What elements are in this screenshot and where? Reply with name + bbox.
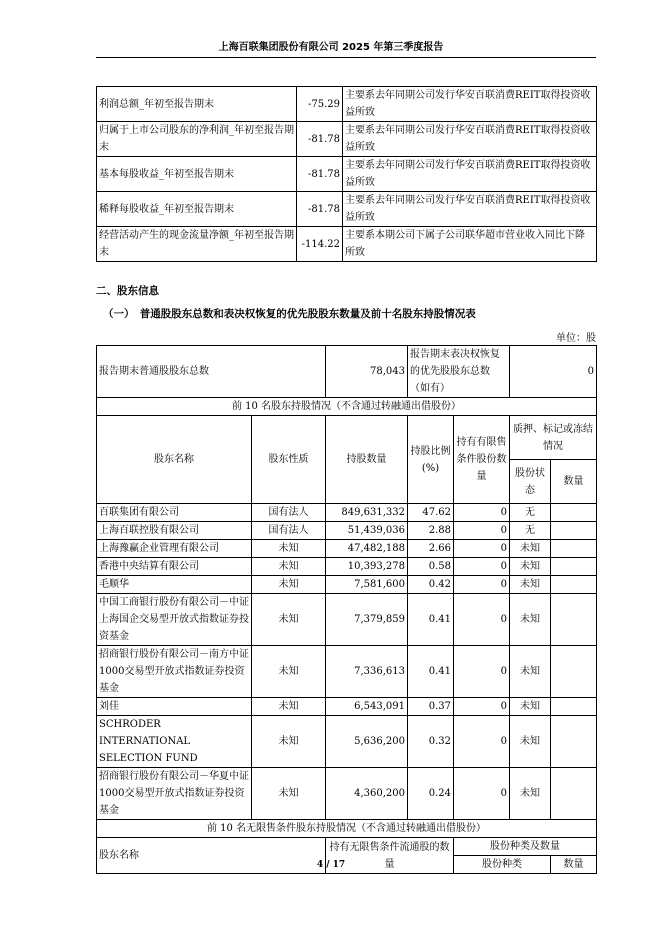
holder-qty: 849,631,332 [326, 504, 408, 522]
change-reason-table [96, 86, 597, 262]
change-value: -81.78 [297, 122, 343, 157]
holder-restricted: 0 [454, 504, 510, 522]
holder-qty: 47,482,188 [326, 540, 408, 558]
holder-status: 未知 [510, 558, 551, 576]
holder-name: 招商银行股份有限公司－华夏中证1000交易型开放式指数证券投资基金 [97, 768, 252, 820]
holder-restricted: 0 [454, 594, 510, 646]
change-row [97, 157, 597, 192]
shareholder-row [97, 540, 597, 558]
holder-qty: 5,636,200 [326, 716, 408, 768]
u-col-name-header: 股东名称 [97, 838, 326, 874]
shareholder-row [97, 522, 597, 540]
u-col-type-qty-header: 股份种类及数量 [454, 838, 597, 856]
holder-qty: 10,393,278 [326, 558, 408, 576]
holder-pct: 2.88 [408, 522, 454, 540]
holder-nature: 未知 [252, 576, 326, 594]
holder-nature: 未知 [252, 646, 326, 698]
col-count-header: 数量 [551, 460, 597, 504]
holder-count [551, 504, 597, 522]
holder-count [551, 540, 597, 558]
change-item: 经营活动产生的现金流量净额_年初至报告期末 [97, 227, 297, 262]
change-value: -81.78 [297, 157, 343, 192]
col-status-header: 股份状态 [510, 460, 551, 504]
subsection-title: （一） 普通股股东总数和表决权恢复的优先股股东数量及前十名股东持股情况表 [103, 308, 476, 320]
holder-name: 中国工商银行股份有限公司－中证上海国企交易型开放式指数证券投资基金 [97, 594, 252, 646]
holder-nature: 未知 [252, 594, 326, 646]
holder-name: 上海豫赢企业管理有限公司 [97, 540, 252, 558]
change-item: 稀释每股收益_年初至报告期末 [97, 192, 297, 227]
unit-label: 单位：股 [556, 333, 596, 344]
holder-qty: 7,379,859 [326, 594, 408, 646]
shareholder-row [97, 558, 597, 576]
holder-count [551, 698, 597, 716]
holder-name: 上海百联控股有限公司 [97, 522, 252, 540]
holder-pct: 0.42 [408, 576, 454, 594]
holder-qty: 6,543,091 [326, 698, 408, 716]
holder-name: 百联集团有限公司 [97, 504, 252, 522]
holder-count [551, 594, 597, 646]
col-name-header: 股东名称 [97, 416, 252, 504]
shareholder-row [97, 594, 597, 646]
header-rule [96, 57, 596, 58]
u-col-qty-header: 持有无限售条件流通股的数量 [326, 838, 454, 874]
holder-pct: 0.32 [408, 716, 454, 768]
top10-title: 前 10 名股东持股情况（不含通过转融通出借股份） [97, 398, 597, 416]
shareholder-row [97, 576, 597, 594]
change-row [97, 122, 597, 157]
change-item: 基本每股收益_年初至报告期末 [97, 157, 297, 192]
change-reason: 主要系去年同期公司发行华安百联消费REIT取得投资收益所致 [343, 157, 597, 192]
col-pledge-header: 质押、标记或冻结情况 [510, 416, 597, 460]
shareholder-row [97, 698, 597, 716]
change-value: -75.29 [297, 87, 343, 122]
holder-nature: 国有法人 [252, 504, 326, 522]
holder-pct: 0.37 [408, 698, 454, 716]
holder-pct: 2.66 [408, 540, 454, 558]
holder-restricted: 0 [454, 522, 510, 540]
u-col-count-header: 数量 [551, 856, 597, 874]
holder-qty: 7,581,600 [326, 576, 408, 594]
holder-status: 无 [510, 522, 551, 540]
holder-name: 招商银行股份有限公司－南方中证1000交易型开放式指数证券投资基金 [97, 646, 252, 698]
holder-restricted: 0 [454, 698, 510, 716]
change-row [97, 87, 597, 122]
change-reason: 主要系去年同期公司发行华安百联消费REIT取得投资收益所致 [343, 87, 597, 122]
change-reason: 主要系本期公司下属子公司联华超市营业收入同比下降所致 [343, 227, 597, 262]
holder-restricted: 0 [454, 576, 510, 594]
holder-count [551, 522, 597, 540]
page-number: 4 / 17 [316, 860, 346, 870]
holder-status: 无 [510, 504, 551, 522]
change-reason: 主要系去年同期公司发行华安百联消费REIT取得投资收益所致 [343, 192, 597, 227]
holder-restricted: 0 [454, 558, 510, 576]
col-qty-header: 持股数量 [326, 416, 408, 504]
total-holders-label: 报告期末普通股股东总数 [97, 346, 326, 398]
shareholder-row [97, 768, 597, 820]
holder-name: 刘佳 [97, 698, 252, 716]
holder-count [551, 576, 597, 594]
change-value: -81.78 [297, 192, 343, 227]
holder-pct: 0.58 [408, 558, 454, 576]
total-holders-value: 78,043 [326, 346, 408, 398]
holder-pct: 0.24 [408, 768, 454, 820]
holder-pct: 0.41 [408, 594, 454, 646]
holder-nature: 未知 [252, 716, 326, 768]
holder-qty: 7,336,613 [326, 646, 408, 698]
holder-qty: 4,360,200 [326, 768, 408, 820]
holder-count [551, 558, 597, 576]
pref-holders-value: 0 [510, 346, 597, 398]
holder-name: SCHRODER INTERNATIONAL SELECTION FUND [97, 716, 252, 768]
holder-restricted: 0 [454, 768, 510, 820]
pref-holders-label: 报告期末表决权恢复的优先股股东总数（如有） [408, 346, 510, 398]
shareholders-table [96, 345, 597, 874]
shareholder-row [97, 646, 597, 698]
change-reason: 主要系去年同期公司发行华安百联消费REIT取得投资收益所致 [343, 122, 597, 157]
holder-pct: 0.41 [408, 646, 454, 698]
holder-nature: 国有法人 [252, 522, 326, 540]
holder-restricted: 0 [454, 646, 510, 698]
shareholder-row [97, 504, 597, 522]
holder-count [551, 768, 597, 820]
holder-nature: 未知 [252, 558, 326, 576]
holder-name: 香港中央结算有限公司 [97, 558, 252, 576]
section-title: 二、股东信息 [96, 285, 159, 297]
holder-nature: 未知 [252, 540, 326, 558]
holder-count [551, 716, 597, 768]
holder-status: 未知 [510, 646, 551, 698]
page-header: 上海百联集团股份有限公司 2025 年第三季度报告 [218, 42, 444, 53]
col-pct-header: 持股比例(%) [408, 416, 454, 504]
col-nature-header: 股东性质 [252, 416, 326, 504]
change-row [97, 227, 597, 262]
holder-status: 未知 [510, 594, 551, 646]
holder-count [551, 646, 597, 698]
change-value: -114.22 [297, 227, 343, 262]
holder-status: 未知 [510, 768, 551, 820]
change-item: 归属于上市公司股东的净利润_年初至报告期末 [97, 122, 297, 157]
holder-status: 未知 [510, 716, 551, 768]
holder-status: 未知 [510, 540, 551, 558]
holder-name: 毛顺华 [97, 576, 252, 594]
shareholder-row [97, 716, 597, 768]
holder-status: 未知 [510, 576, 551, 594]
holder-pct: 47.62 [408, 504, 454, 522]
holder-status: 未知 [510, 698, 551, 716]
unrestricted-title: 前 10 名无限售条件股东持股情况（不含通过转融通出借股份） [97, 820, 597, 838]
col-restricted-header: 持有有限售条件股份数量 [454, 416, 510, 504]
holder-nature: 未知 [252, 698, 326, 716]
change-row [97, 192, 597, 227]
holder-nature: 未知 [252, 768, 326, 820]
holder-restricted: 0 [454, 716, 510, 768]
holder-restricted: 0 [454, 540, 510, 558]
u-col-type-header: 股份种类 [454, 856, 551, 874]
change-item: 利润总额_年初至报告期末 [97, 87, 297, 122]
holder-qty: 51,439,036 [326, 522, 408, 540]
